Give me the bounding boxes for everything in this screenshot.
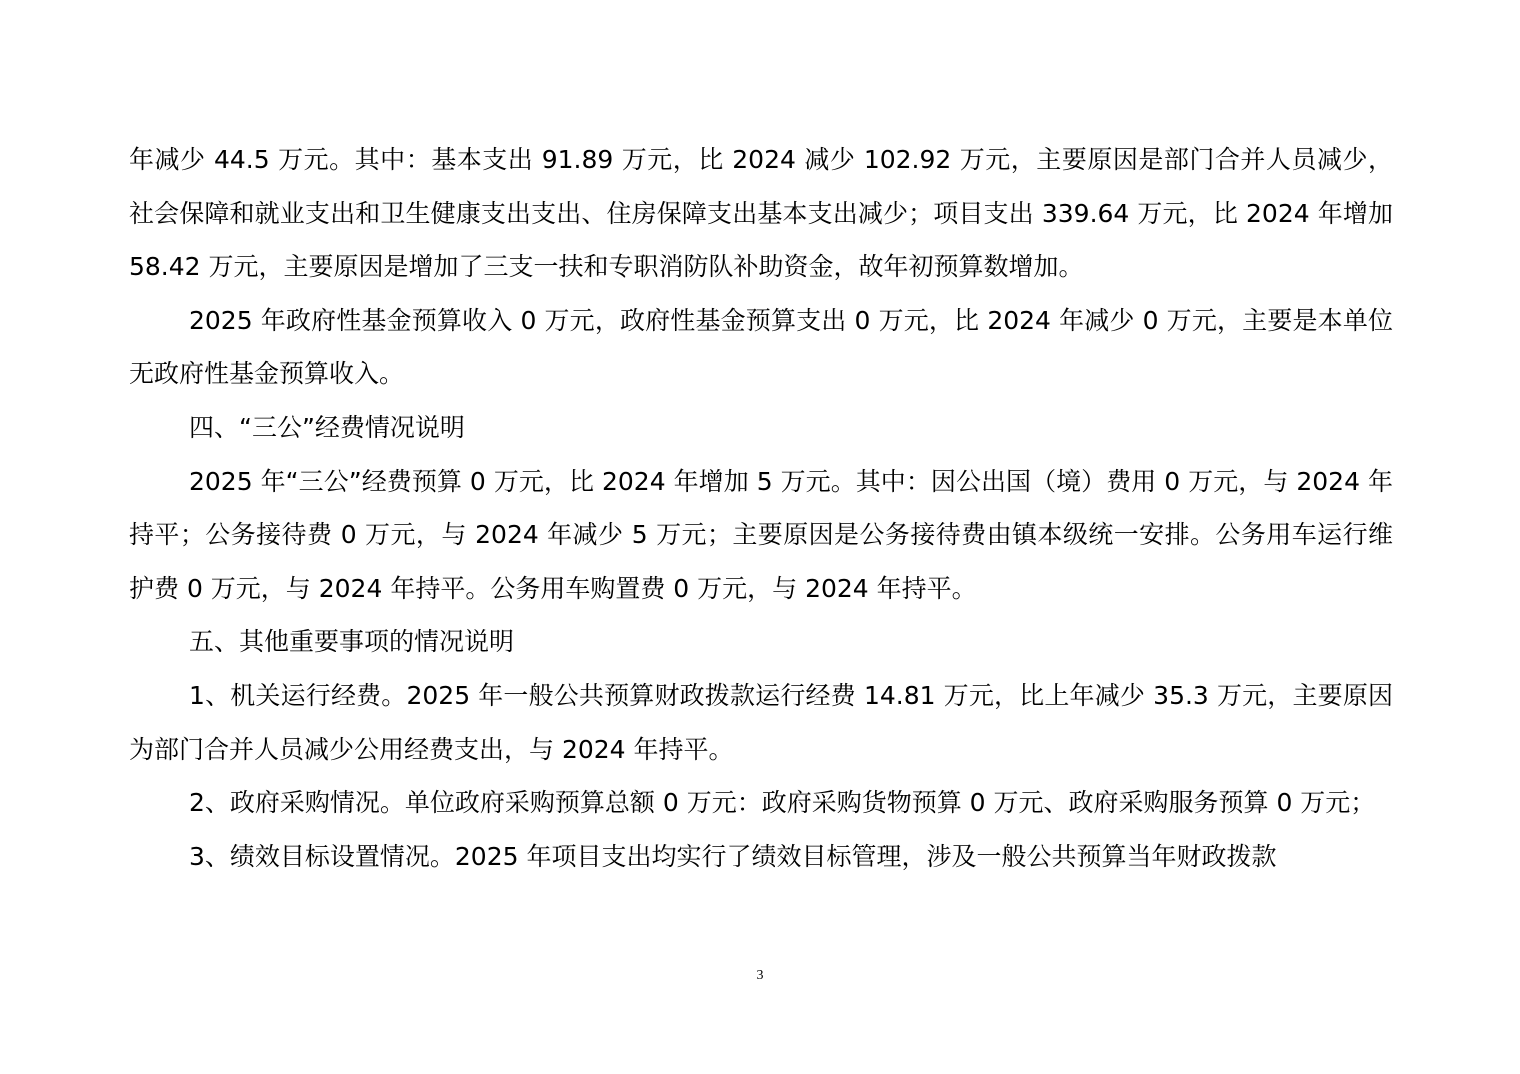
paragraph-performance-goals: 3、绩效目标设置情况。2025 年项目支出均实行了绩效目标管理，涉及一般公共预算当年财政拨款 [189,841,1277,871]
page-number: 3 [756,968,764,983]
paragraph-three-public-budget: 2025 年“三公”经费预算 0 万元，比 2024 年增加 5 万元。其中：因公出国（境）费用 0 万元，与 2024 年持平；公务接待费 0 万元，与 2024 年减少 5 万元；主要原因是公务接待费由镇本级统一安排。公务用车运行维护费 0 万元，与 2024 年持平。公务用车购置费 0 万元，与 2024 年持平。 [129,466,1393,603]
section-heading-three-public: 四、“三公”经费情况说明 [189,412,465,442]
paragraph-procurement: 2、政府采购情况。单位政府采购预算总额 0 万元：政府采购货物预算 0 万元、政府采购服务预算 0 万元； [189,788,1376,818]
paragraph-government-fund: 2025 年政府性基金预算收入 0 万元，政府性基金预算支出 0 万元，比 2024 年减少 0 万元，主要是本单位无政府性基金预算收入。 [129,305,1393,389]
paragraph-expenditure-continued: 年减少 44.5 万元。其中：基本支出 91.89 万元，比 2024 减少 102.92 万元，主要原因是部门合并人员减少，社会保障和就业支出和卫生健康支出支出、住房保障支出基本支出减少；项目支出 339.64 万元，比 2024 年增加 58.42 万元，主要原因是增加了三支一扶和专职消防队补助资金，故年初预算数增加。 [129,145,1393,282]
document-body [129,133,1393,883]
section-heading-other-matters: 五、其他重要事项的情况说明 [189,627,515,657]
paragraph-operating-funds: 1、机关运行经费。2025 年一般公共预算财政拨款运行经费 14.81 万元，比上年减少 35.3 万元，主要原因为部门合并人员减少公用经费支出，与 2024 年持平。 [129,680,1393,764]
